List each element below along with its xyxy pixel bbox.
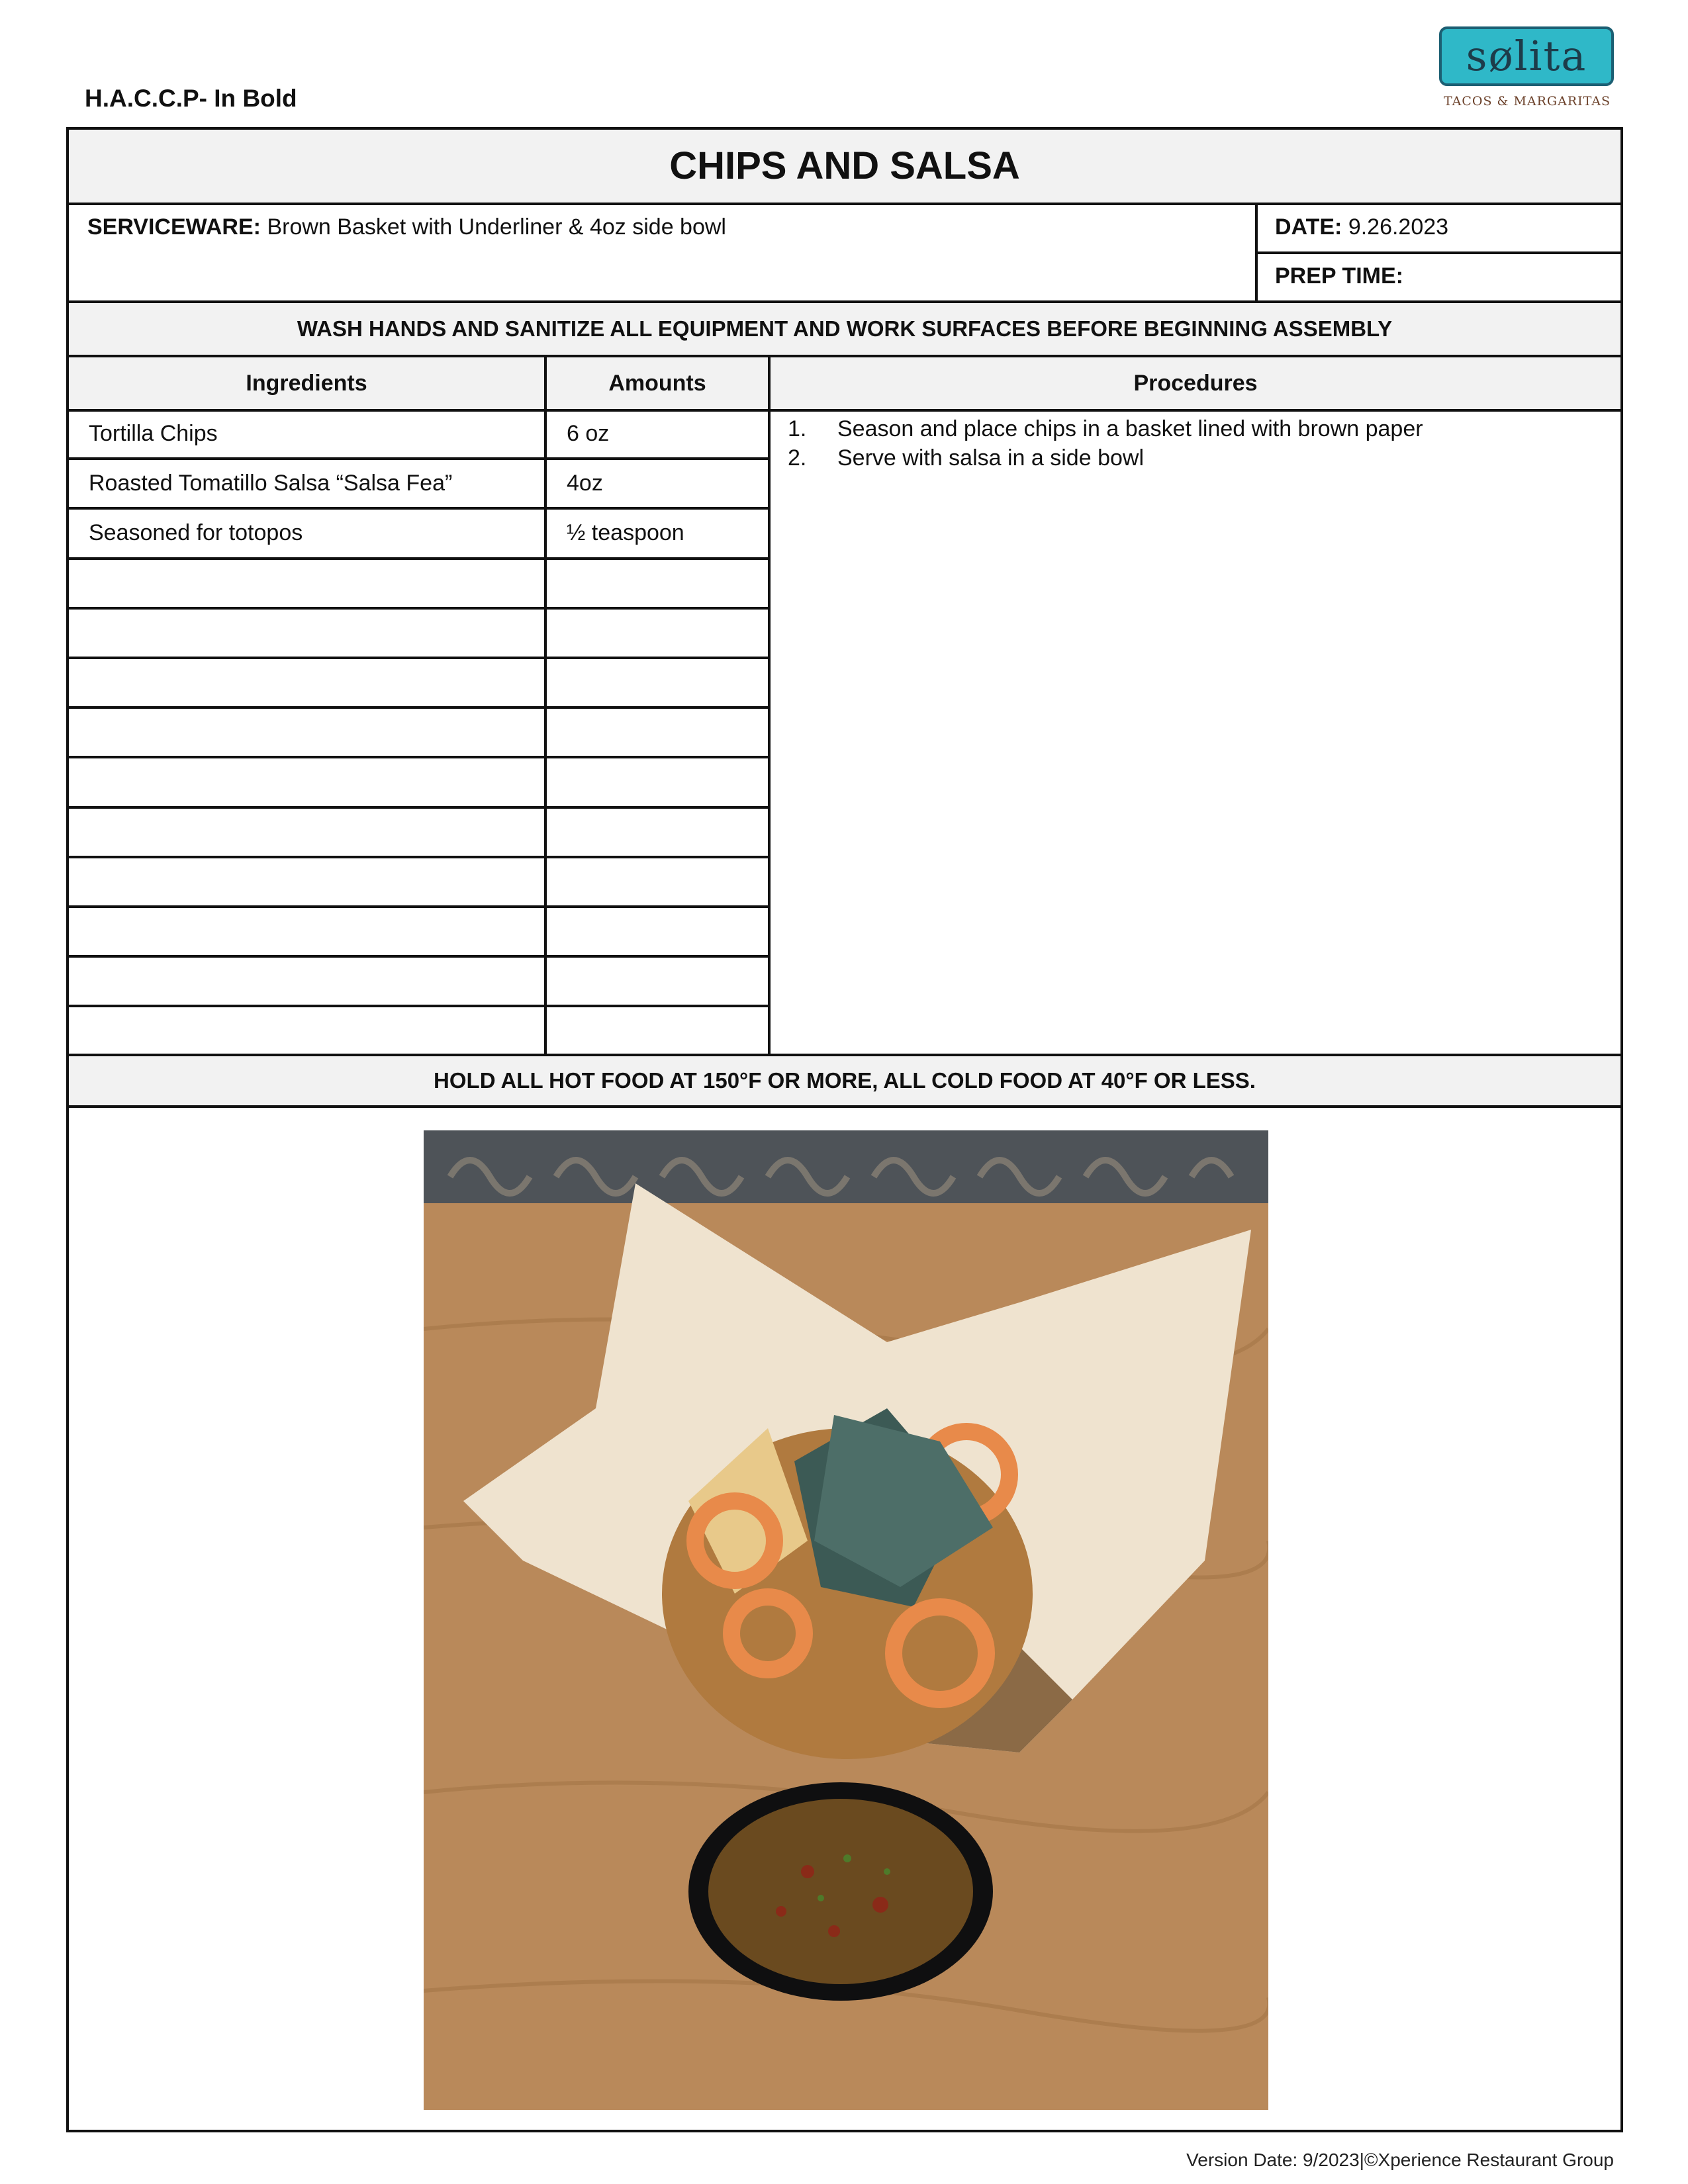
wash-notice: WASH HANDS AND SANITIZE ALL EQUIPMENT AND WORK SURFACES BEFORE BEGINNING ASSEMBLY <box>69 303 1620 355</box>
logo-tagline: TACOS & MARGARITAS <box>1443 94 1611 109</box>
hold-notice: HOLD ALL HOT FOOD AT 150°F OR MORE, ALL COLD FOOD AT 40°F OR LESS. <box>69 1056 1620 1105</box>
row-divider <box>69 457 771 460</box>
recipe-title: CHIPS AND SALSA <box>69 130 1620 203</box>
ingredient-amount: 6 oz <box>567 421 610 446</box>
ingredient-amount: 4oz <box>567 471 603 496</box>
dish-photo <box>424 1130 1268 2110</box>
row-divider <box>69 905 771 908</box>
step-number: 2. <box>788 445 807 471</box>
ingredient-amount <box>547 608 768 658</box>
ingredient-name <box>69 559 544 608</box>
ingredient-name <box>69 956 544 1006</box>
row-divider <box>69 756 771 758</box>
prep-time-field <box>1275 263 1403 289</box>
logo-wordmark: sølita <box>1466 32 1587 80</box>
haccp-note: H.A.C.C.P- In Bold <box>85 85 297 112</box>
logo-badge <box>1439 26 1614 86</box>
date-label: DATE: <box>1275 214 1342 240</box>
ingredients-header: Ingredients <box>69 357 544 409</box>
step-number: 1. <box>788 416 807 441</box>
prep-time-label: PREP TIME: <box>1275 263 1403 289</box>
divider <box>1255 251 1620 254</box>
ingredient-amount <box>547 707 768 757</box>
version-footer: Version Date: 9/2023|©Xperience Restaurant Group <box>1186 2150 1614 2170</box>
ingredient-amount <box>547 658 768 707</box>
ingredient-amount <box>547 956 768 1006</box>
ingredient-name <box>69 658 544 707</box>
ingredient-name: Seasoned for totopos <box>89 520 303 546</box>
row-divider <box>69 856 771 858</box>
recipe-card <box>66 127 1623 2132</box>
serviceware-label: SERVICEWARE: <box>87 214 261 240</box>
procedure-list <box>788 414 1423 473</box>
ingredient-amount <box>547 907 768 956</box>
step-text: Season and place chips in a basket lined with brown paper <box>837 416 1423 441</box>
ingredient-name <box>69 807 544 857</box>
ingredient-name: Roasted Tomatillo Salsa “Salsa Fea” <box>89 471 453 496</box>
ingredient-name <box>69 707 544 757</box>
date-value: 9.26.2023 <box>1348 214 1449 240</box>
solita-logo <box>1436 26 1618 113</box>
ingredient-amount <box>547 807 768 857</box>
procedures-header: Procedures <box>771 357 1620 409</box>
row-divider <box>69 706 771 709</box>
date-field <box>1275 214 1448 240</box>
ingredient-name <box>69 757 544 807</box>
divider <box>69 1105 1620 1108</box>
amounts-header: Amounts <box>547 357 768 409</box>
ingredient-name <box>69 857 544 907</box>
ingredient-name <box>69 1006 544 1056</box>
row-divider <box>69 607 771 610</box>
ingredient-amount <box>547 757 768 807</box>
procedure-step <box>788 414 1423 443</box>
ingredient-name <box>69 907 544 956</box>
row-divider <box>69 955 771 958</box>
ingredient-amount <box>547 1006 768 1056</box>
ingredient-amount <box>547 559 768 608</box>
serviceware-value: Brown Basket with Underliner & 4oz side bowl <box>267 214 726 240</box>
row-divider <box>69 507 771 510</box>
step-text: Serve with salsa in a side bowl <box>837 445 1145 471</box>
ingredient-amount: ½ teaspoon <box>567 520 684 546</box>
row-divider <box>69 806 771 809</box>
serviceware-field <box>87 214 726 240</box>
row-divider <box>69 657 771 659</box>
row-divider <box>69 557 771 560</box>
procedure-step <box>788 443 1423 473</box>
row-divider <box>69 1005 771 1007</box>
divider <box>69 203 1620 205</box>
ingredient-amount <box>547 857 768 907</box>
ingredient-name <box>69 608 544 658</box>
ingredient-name: Tortilla Chips <box>89 421 218 446</box>
